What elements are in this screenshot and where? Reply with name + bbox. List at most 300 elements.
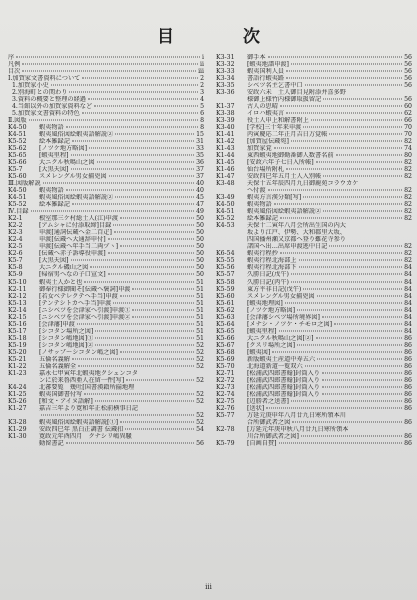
toc-entry-title: 丙寅慶応二年正月吉日万覚帳 [247, 131, 328, 139]
toc-entry [216, 321, 412, 328]
dot-leader [132, 309, 194, 310]
toc-entry-title: [自画自賛] [247, 439, 277, 447]
toc-entry-code: K1-23 [8, 369, 27, 377]
toc-entry [8, 152, 204, 159]
toc-entry [216, 89, 412, 96]
dot-leader [291, 64, 402, 65]
toc-entry-title: 根室那三ケ村総土人(江)申渡 [39, 215, 119, 223]
dot-leader [115, 134, 194, 135]
toc-entry-title: [シコタン嶋地図]② [39, 341, 94, 349]
toc-entry-page: 80 [404, 152, 412, 160]
toc-entry [8, 131, 204, 138]
toc-entry-title: イロハ蝦夷言 [247, 110, 285, 118]
toc-entry-page: 82 [404, 215, 412, 223]
dot-leader [334, 323, 402, 324]
toc-entry [216, 215, 412, 222]
toc-entry [8, 61, 204, 68]
toc-entry-title: 蝦夷風俗図絵蝦夷語解説[①] [39, 418, 119, 426]
toc-entry-page: 86 [404, 383, 412, 391]
toc-entry [8, 321, 204, 328]
dot-leader [323, 211, 402, 212]
toc-entry-title: 五倫名義解全 [39, 362, 77, 370]
page-number: iii [205, 583, 212, 591]
toc-right-column [216, 54, 412, 447]
toc-entry-page: 56 [404, 54, 412, 61]
toc-entry [216, 145, 412, 152]
toc-entry-page: 86 [404, 341, 412, 349]
toc-entry [8, 405, 204, 412]
dot-leader [297, 344, 402, 345]
toc-entry-code: K2-71 [216, 369, 235, 377]
toc-entry-title: [クスリ場所之図] [247, 341, 296, 349]
dot-leader [126, 379, 194, 380]
dot-leader [336, 155, 403, 156]
toc-entry [8, 286, 204, 293]
toc-entry-code: K3-48 [216, 180, 235, 188]
toc-entry-page: 70 [404, 124, 412, 132]
toc-entry-code: K1-30 [8, 432, 27, 440]
toc-entry-title: 五倫名義解 [39, 355, 70, 363]
toc-entry-title: 安政四巳年五月土人入別帳 [247, 173, 322, 181]
toc-entry-title: 東西蝦夷地御勤番御人数書名前 [247, 152, 334, 160]
dot-leader [301, 435, 402, 436]
toc-entry [8, 103, 204, 110]
toc-entry [8, 264, 204, 271]
toc-entry-page: 84 [404, 264, 412, 272]
toc-entry [8, 419, 204, 426]
toc-entry-page: 45 [196, 194, 204, 202]
toc-entry [216, 264, 412, 271]
dot-leader [274, 148, 402, 149]
toc-entry-page: 84 [404, 292, 412, 300]
dot-leader [108, 239, 194, 240]
dot-leader [115, 197, 194, 198]
toc-entry-page: 56 [404, 68, 412, 76]
toc-entry-page: 35 [196, 152, 204, 160]
toc-entry-title: 合所御武者之図 [247, 418, 291, 426]
dot-leader [132, 288, 194, 289]
toc-entry-page: 8 [200, 124, 204, 132]
toc-entry-code: K1-42 [216, 138, 235, 146]
dot-leader [268, 190, 403, 191]
toc-entry [8, 279, 204, 286]
toc-entry-title: [シコタン嶋地図]① [39, 334, 94, 342]
dot-leader [286, 169, 402, 170]
toc-entry [216, 377, 412, 384]
toc-entry-page: 82 [404, 173, 412, 181]
toc-entry-code: K2-6 [8, 250, 23, 258]
dot-leader [120, 421, 194, 422]
toc-entry-code: K5-17 [8, 327, 27, 335]
toc-entry-title: [ノサップ〜シコタン嶋之図] [39, 348, 118, 356]
toc-entry-code: K5-57 [216, 271, 235, 279]
toc-entry [8, 257, 204, 264]
toc-entry-page: 86 [404, 439, 412, 447]
toc-entry-title: 蝦夷行程北海部下 [247, 264, 297, 272]
toc-entry-page: 54 [196, 425, 204, 433]
toc-entry-code: K3-40 [216, 124, 235, 132]
toc-entry [8, 314, 204, 321]
toc-entry-title: 天保十二寅年八月会所出生国の内大 [247, 222, 346, 230]
toc-entry-page: 50 [196, 229, 204, 237]
toc-entry [8, 173, 204, 180]
dot-leader [108, 274, 194, 275]
dot-leader [84, 281, 194, 282]
toc-entry [216, 194, 412, 201]
toc-entry [8, 250, 204, 257]
toc-entry-code: K5-77 [216, 411, 235, 419]
toc-entry-page: 4 [200, 96, 204, 104]
dot-leader [317, 358, 402, 359]
toc-entry-code: K3-36 [216, 89, 235, 97]
dot-leader [268, 57, 403, 58]
toc-entry-page: 86 [404, 334, 412, 342]
toc-entry-code: K5-52 [8, 138, 27, 146]
toc-entry [8, 180, 204, 187]
toc-entry-page: 2 [200, 82, 204, 90]
dot-leader [22, 64, 198, 65]
toc-entry-code: K3-32 [216, 61, 235, 69]
toc-entry-code: K5-65 [216, 327, 235, 335]
toc-entry-code: K5-21 [8, 355, 27, 363]
toc-entry-title: スメレングル男女捕兇図 [39, 173, 107, 181]
toc-entry-page: 51 [196, 334, 204, 342]
toc-entry-page: 82 [404, 166, 412, 174]
toc-entry-page: 56 [404, 96, 412, 104]
toc-entry-title: 序 [8, 54, 15, 61]
toc-entry-page: 52 [196, 355, 204, 363]
toc-entry-title: 蝦夷物語 [39, 187, 64, 195]
dot-leader [280, 253, 402, 254]
toc-entry-title: 目次 [8, 68, 21, 76]
dot-leader [66, 190, 194, 191]
dot-leader [114, 232, 194, 233]
toc-entry [216, 180, 412, 187]
toc-entry-page: 52 [196, 348, 204, 356]
dot-leader [285, 302, 402, 303]
dot-leader [299, 267, 403, 268]
toc-entry-page: 82 [404, 187, 412, 195]
dot-leader [291, 274, 402, 275]
dot-leader [322, 379, 402, 380]
dot-leader [88, 99, 198, 100]
toc-entry-title: [若女ベテレクテヘ手当]申渡 [39, 292, 118, 300]
toc-entry-code: K2-3 [8, 229, 23, 237]
toc-entry-title: 新版蝦夷土産道中寿五六 [247, 355, 316, 363]
toc-entry-page: 52 [196, 397, 204, 405]
dot-leader [72, 141, 194, 142]
toc-entry [8, 229, 204, 236]
toc-entry-title: 久勝日記(戊午) [247, 271, 289, 279]
toc-entry [216, 243, 412, 250]
toc-entry [216, 236, 412, 243]
toc-entry-title: 安政六未 土人御目見附添并喜多野 [247, 89, 346, 97]
dot-leader [132, 316, 194, 317]
toc-entry-code: K5-58 [216, 278, 235, 286]
toc-entry [8, 440, 204, 447]
dot-leader [82, 113, 198, 114]
toc-entry-code: K2-78 [216, 425, 235, 433]
toc-entry-title: 申渡[伝蔵へ年手当二両ヅヽ] [39, 243, 119, 251]
toc-entry [216, 271, 412, 278]
toc-entry-page: 86 [404, 390, 412, 398]
toc-entry-page: 52 [196, 411, 204, 419]
toc-entry [8, 117, 204, 124]
toc-entry-title: 絵本雑録記 [247, 215, 278, 223]
toc-entry-title: [会津藩]申渡 [39, 320, 75, 328]
toc-entry [216, 124, 412, 131]
toc-entry-code: K5-66 [8, 159, 27, 167]
dot-leader [316, 162, 402, 163]
toc-entry [216, 307, 412, 314]
toc-entry-code: K2-4 [8, 236, 23, 244]
toc-entry-code: K2-5 [8, 243, 23, 251]
toc-entry-code: K5-8 [8, 264, 23, 272]
toc-entry-title: 蝦夷物語 [247, 201, 272, 209]
toc-entry-title: [メナシ・ノツケ・チモロ之図] [247, 320, 333, 328]
dot-leader [43, 183, 194, 184]
toc-entry-page: 51 [196, 285, 204, 293]
toc-entry [8, 194, 204, 201]
toc-entry [8, 208, 204, 215]
toc-entry-title: スメレングル男女捕兇図 [247, 292, 315, 300]
toc-entry [216, 138, 412, 145]
toc-entry [8, 166, 204, 173]
toc-entry-title: 四国播州瀬又京都へ登り難花寺参り [247, 236, 346, 244]
toc-entry-code: K5-70 [216, 362, 235, 370]
dot-leader [31, 211, 195, 212]
toc-entry [216, 384, 412, 391]
toc-entry-title: 安政四巳年 黒白正調書 伝蔵扣 [39, 425, 124, 433]
toc-entry-title: [帰宿男へなの子口宣文] [39, 271, 106, 279]
toc-entry [8, 370, 204, 377]
toc-entry-page: 86 [404, 355, 412, 363]
toc-entry-page: 82 [404, 194, 412, 202]
toc-entry-title: 寛政元年酉四月 クナシリ嶋異騒 [39, 432, 132, 440]
dot-leader [120, 351, 194, 352]
toc-entry-page: 60 [404, 103, 412, 111]
toc-entry-title: 様御上様竹内様御取扱留記 [247, 96, 322, 104]
toc-entry [216, 166, 412, 173]
toc-entry-page: 49 [196, 208, 204, 216]
dot-leader [120, 218, 194, 219]
toc-entry-page: 74 [404, 145, 412, 153]
dot-leader [29, 120, 199, 121]
toc-entry [8, 300, 204, 307]
toc-entry-page: 50 [196, 236, 204, 244]
toc-entry-page: 82 [404, 257, 412, 265]
dot-leader [125, 428, 194, 429]
toc-entry-code: K1-46 [216, 166, 235, 174]
toc-entry [8, 384, 204, 391]
toc-entry-page: 33 [196, 145, 204, 153]
toc-entry-page: 50 [196, 243, 204, 251]
toc-entry-page: 82 [404, 138, 412, 146]
toc-entry-page: 51 [196, 292, 204, 300]
toc-entry-code: K1-22 [8, 362, 27, 370]
toc-entry-page: 51 [196, 306, 204, 314]
toc-entry-title: 蝦夷風俗図絵蝦夷語解説② [39, 131, 114, 139]
dot-leader [297, 309, 402, 310]
dot-leader [279, 442, 403, 443]
toc-entry-title: 3.資料の概要と整理の経過 [12, 96, 86, 104]
toc-entry-code: K3-28 [8, 418, 27, 426]
toc-entry [216, 173, 412, 180]
toc-entry-title: 万延元庚申年八月廿九日寒所領本川 [247, 411, 346, 419]
toc-entry-page: 84 [404, 278, 412, 286]
toc-entry-title: Ⅲ.図版解説 [8, 180, 41, 188]
toc-entry-code: K1-29 [8, 425, 27, 433]
toc-entry-title: 絵本雑録記 [39, 138, 70, 146]
dot-leader [322, 386, 402, 387]
toc-entry-title: 嘉永七甲寅年北蝦夷地クシュンコタ [39, 369, 138, 377]
dot-leader [82, 78, 198, 79]
toc-entry [216, 152, 412, 159]
toc-entry-title: [蝦夷里程] [39, 152, 69, 160]
toc-entry-page: 37 [196, 166, 204, 174]
toc-entry-title: ンに於来魯西亜人在留一件[写] [39, 376, 125, 384]
toc-entry-page: 52 [196, 390, 204, 398]
dot-leader [72, 358, 194, 359]
toc-entry [216, 117, 412, 124]
toc-entry-page: 52 [196, 362, 204, 370]
toc-entry-title: 古人の思晴 [247, 103, 278, 111]
toc-entry-page: 84 [404, 271, 412, 279]
toc-entry-code: K5-64 [216, 320, 235, 328]
toc-entry [8, 124, 204, 131]
toc-entry-code: K5-68 [216, 348, 235, 356]
toc-entry-code: K5-16 [8, 320, 27, 328]
toc-entry-title: 御手本 [247, 54, 266, 61]
toc-entry-page: 86 [404, 348, 412, 356]
toc-entry-code: K2-12 [8, 292, 27, 300]
toc-entry-page: 86 [404, 376, 412, 384]
toc-entry [8, 236, 204, 243]
toc-entry-code: K5-62 [8, 145, 27, 153]
toc-entry-title: [安政六年子七日入所帳] [247, 159, 314, 167]
toc-entry [216, 293, 412, 300]
toc-entry-page: 86 [404, 432, 412, 440]
dot-leader [16, 57, 200, 58]
toc-entry [216, 433, 412, 440]
toc-entry-code: K2-1 [8, 215, 23, 223]
toc-entry-title: [蝦夷里程] [247, 327, 277, 335]
toc-entry-code: K2-72 [216, 376, 235, 384]
dot-leader [303, 288, 402, 289]
toc-entry [8, 342, 204, 349]
toc-entry [8, 222, 204, 229]
toc-entry [216, 54, 412, 61]
toc-entry [216, 61, 412, 68]
toc-entry-title: 書語行蝦夷路 [247, 75, 285, 83]
toc-entry [8, 377, 204, 384]
toc-entry-code: K5-66 [216, 334, 235, 342]
dot-leader [113, 225, 194, 226]
toc-entry [216, 349, 412, 356]
dot-leader [41, 414, 194, 415]
toc-entry-page: 3 [200, 89, 204, 97]
toc-entry [8, 215, 204, 222]
toc-entry-title: [松浦武四郎書翰]封筒入り [247, 376, 320, 384]
toc-entry [8, 243, 204, 250]
toc-entry-code: K1-45 [216, 159, 235, 167]
toc-entry-code: K5-7 [8, 166, 23, 174]
dot-leader [303, 127, 402, 128]
toc-entry-title: [大黒天図] [39, 257, 69, 265]
toc-entry-code: K5-18 [8, 334, 27, 342]
toc-entry-title: 動留書記 [39, 439, 64, 447]
toc-entry-title: 北海道新道一覧双六 [247, 362, 303, 370]
toc-entry-page: 50 [196, 271, 204, 279]
toc-entry-page: 82 [404, 208, 412, 216]
dot-leader [311, 120, 402, 121]
toc-entry-code: K2-76 [216, 404, 235, 412]
toc-entry-page: 2 [200, 75, 204, 83]
toc-entry-title: 5.加賀家文書資料の特色 [12, 110, 80, 118]
toc-entry-page: 70 [404, 131, 412, 139]
toc-entry-code: K5-62 [216, 306, 235, 314]
toc-entry [216, 328, 412, 335]
toc-entry-page: 56 [404, 82, 412, 90]
dot-leader [95, 330, 194, 331]
toc-entry-page: 5 [200, 103, 204, 111]
toc-entry-code: K4-50 [8, 187, 27, 195]
toc-entry [8, 145, 204, 152]
toc-entry-code: K5-56 [216, 264, 235, 272]
toc-entry [216, 356, 412, 363]
dot-leader [274, 204, 402, 205]
dot-leader [292, 421, 402, 422]
toc-entry [216, 75, 412, 82]
toc-entry-code: K2-11 [8, 285, 27, 293]
toc-entry-code: K1-47 [216, 173, 235, 181]
dot-leader [317, 295, 403, 296]
dot-leader [72, 204, 194, 205]
toc-entry-page: iii [198, 68, 204, 76]
toc-entry-title: [松浦武四郎書翰]封筒入り [247, 369, 320, 377]
toc-entry-code: K3-35 [216, 82, 235, 90]
toc-entry-code: K5-65 [8, 152, 27, 160]
dot-leader [323, 99, 402, 100]
toc-entry-code: K3-39 [216, 117, 235, 125]
toc-entry [216, 257, 412, 264]
dot-leader [90, 267, 194, 268]
toc-entry-code: K5-60 [216, 292, 235, 300]
dot-leader [78, 365, 194, 366]
toc-entry-page: 52 [196, 376, 204, 384]
toc-entry-title: 役土人申上和解書附上 [247, 117, 309, 125]
toc-entry [216, 363, 412, 370]
toc-entry [216, 96, 412, 103]
toc-entry-page: 47 [196, 201, 204, 209]
toc-entry [8, 398, 204, 405]
toc-entry-code: K5-26 [8, 397, 27, 405]
dot-leader [71, 155, 195, 156]
toc-entry [8, 433, 204, 440]
toc-entry-title: 蝦夷物語 [39, 124, 64, 132]
toc-entry-code: K2-14 [8, 306, 27, 314]
toc-entry-page: 84 [404, 313, 412, 321]
toc-entry-page: 86 [404, 404, 412, 412]
toc-entry-code: K5-52 [216, 215, 235, 223]
dot-leader [22, 71, 196, 72]
toc-entry [216, 250, 412, 257]
toc-entry-page: 6 [200, 110, 204, 118]
toc-entry-title: [大黒天図] [39, 166, 69, 174]
toc-entry [216, 419, 412, 426]
toc-entry-page: 82 [404, 159, 412, 167]
toc-entry [216, 110, 412, 117]
